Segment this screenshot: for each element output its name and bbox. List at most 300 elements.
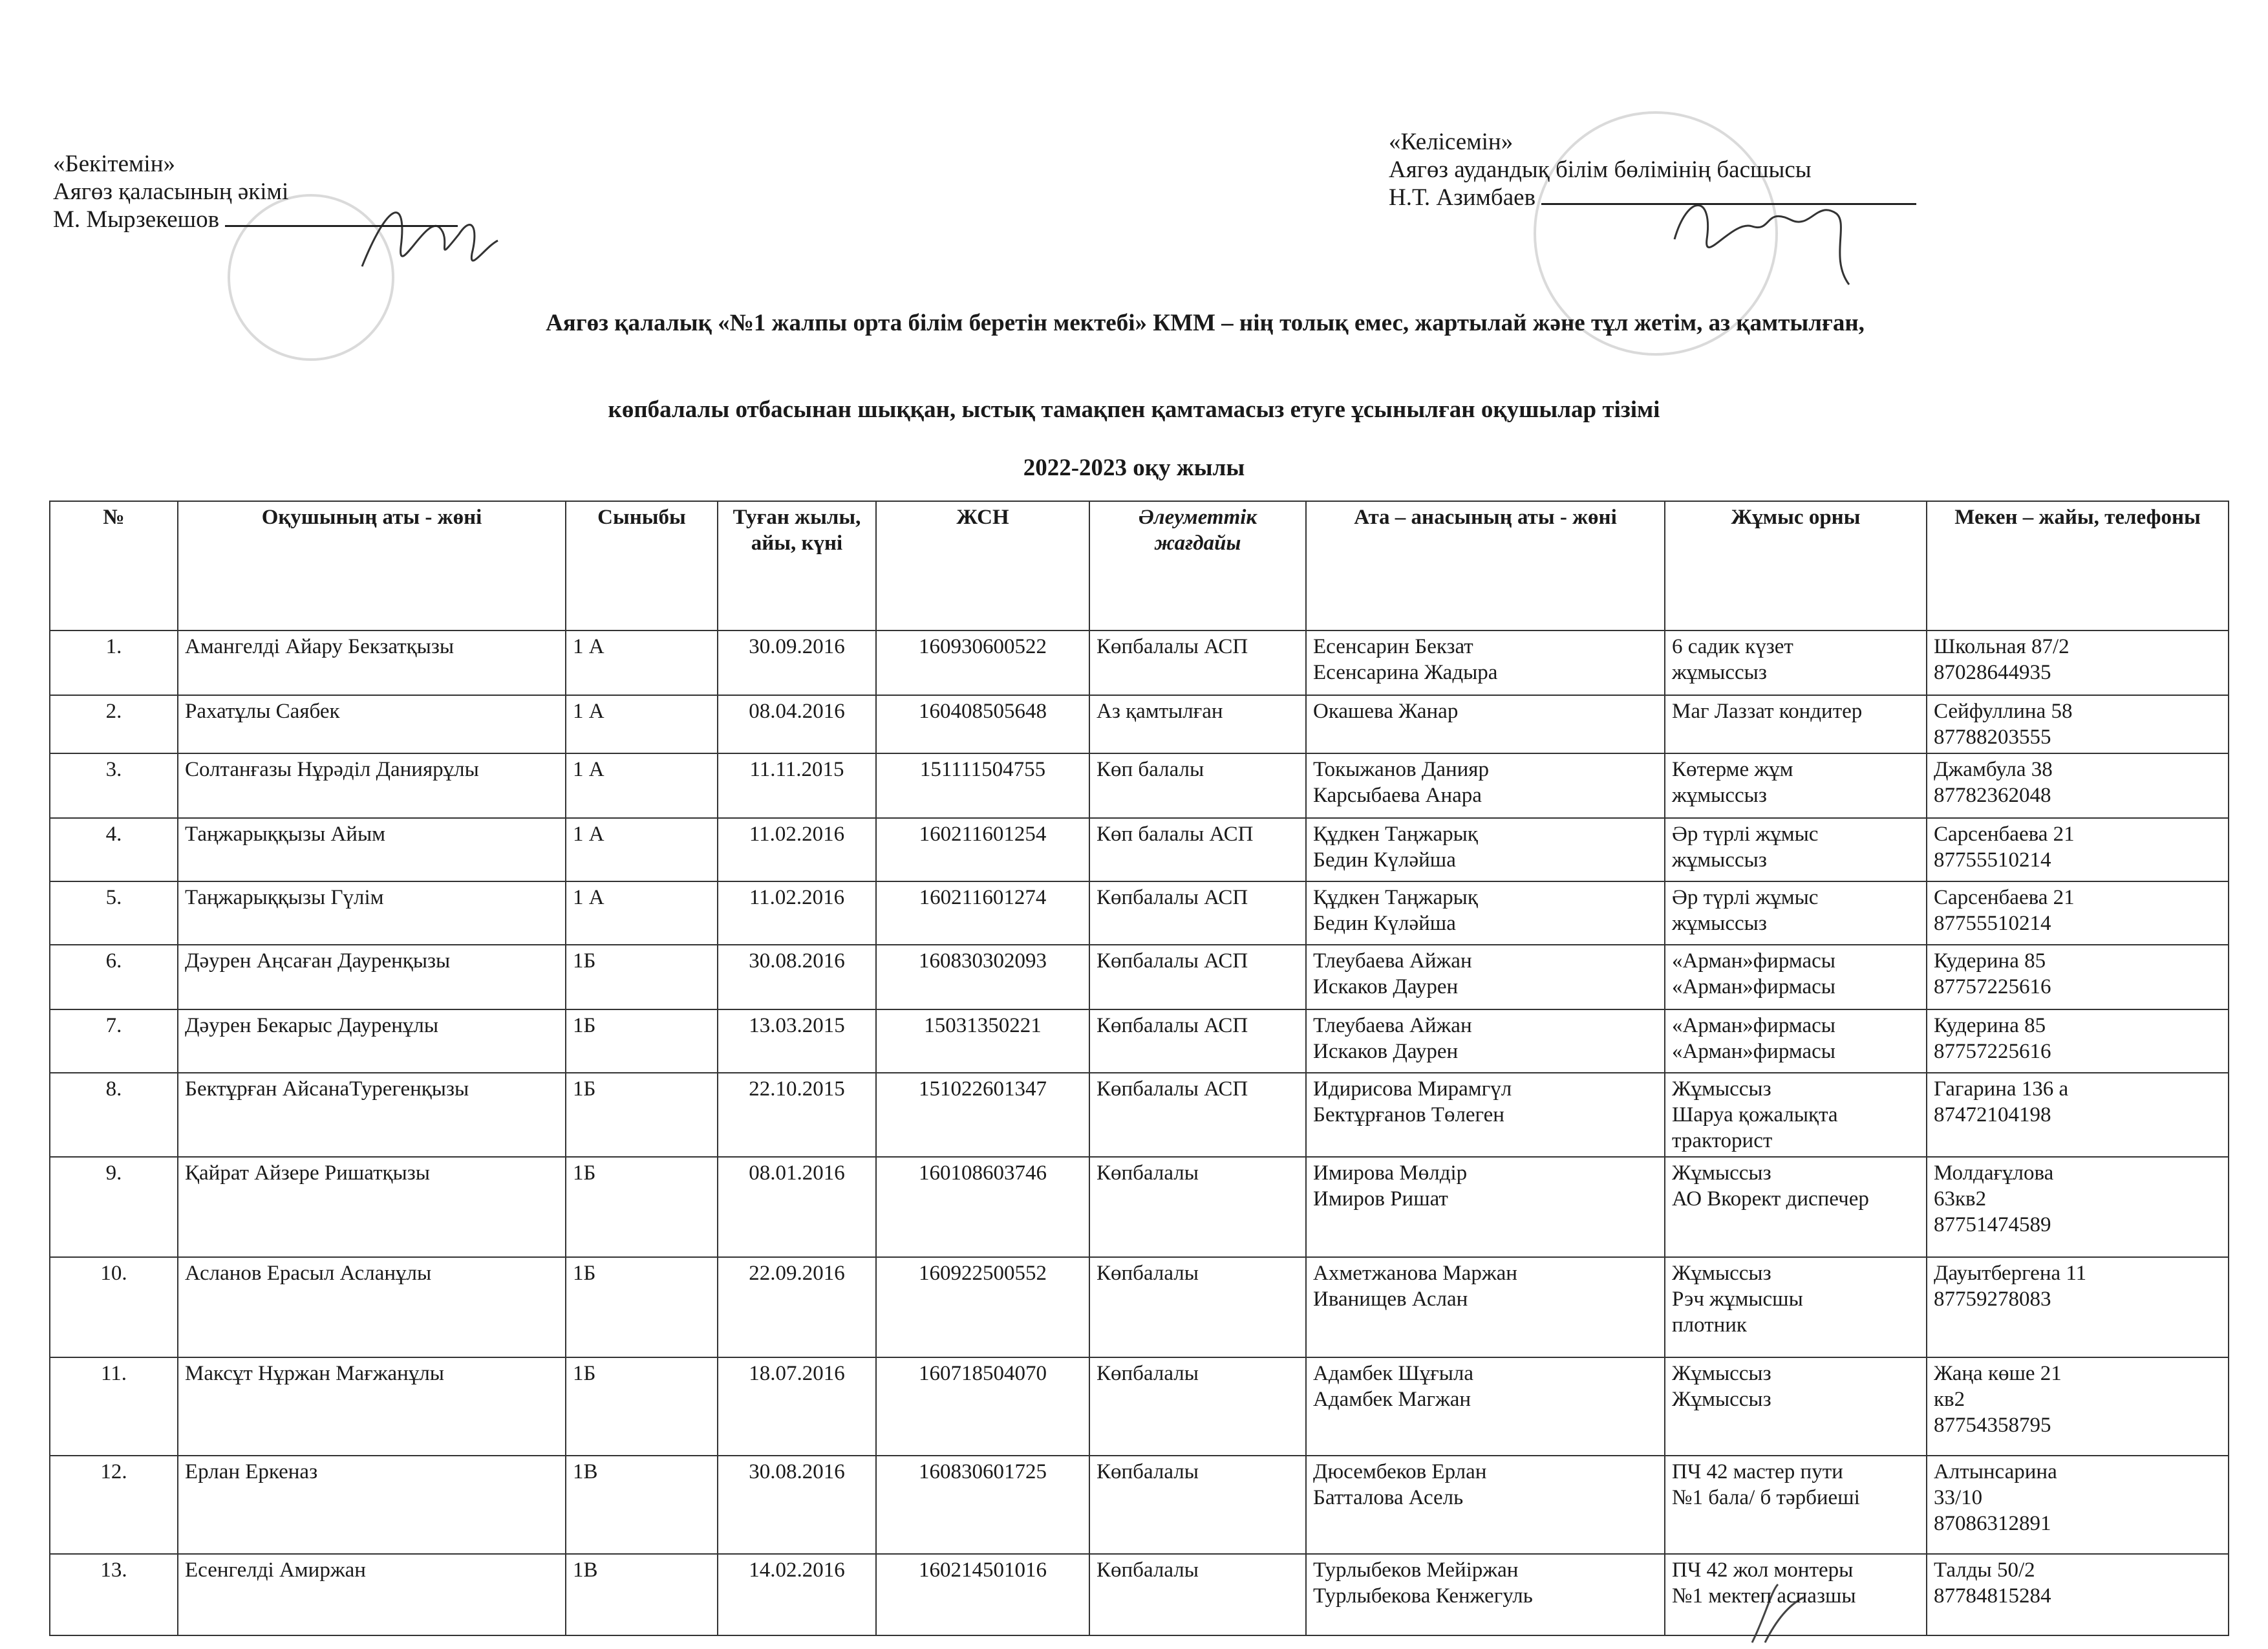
parents-names (1306, 1357, 1665, 1456)
row-number-text: 4. (105, 823, 122, 846)
parents-workplace-line: ПЧ 42 жол монтеры (1672, 1558, 1854, 1582)
address-phone (1927, 1157, 2229, 1257)
parents-workplace (1665, 1073, 1927, 1157)
document-title-line1: Аягөз қалалық «№1 жалпы орта білім беретін мектебі» КММ – нің толық емес, жартылай және тұл жетім, аз қамтылған, (546, 310, 1865, 336)
student-class-text: 1Б (573, 949, 596, 973)
birth-date-text: 08.01.2016 (749, 1161, 845, 1185)
social-status-text: Көпбалалы (1097, 1460, 1199, 1483)
social-status (1089, 1456, 1306, 1554)
parents-names (1306, 881, 1665, 945)
student-class-text: 1В (573, 1558, 598, 1582)
col-header-class: Сыныбы (566, 501, 718, 630)
approval-block-left (53, 150, 458, 233)
parents-workplace-line: ПЧ 42 мастер пути (1672, 1460, 1843, 1483)
student-iin (876, 1257, 1089, 1357)
signature-line (1541, 203, 1916, 205)
parents-names-line: Искаков Даурен (1313, 1040, 1459, 1063)
row-number-text: 2. (105, 700, 122, 723)
student-class (566, 1157, 718, 1257)
parents-names (1306, 1554, 1665, 1635)
student-class (566, 1456, 718, 1554)
student-iin-text: 160830302093 (919, 949, 1047, 973)
student-class-text: 1Б (573, 1362, 596, 1385)
approval-heading: «Бекітемін» (53, 151, 176, 177)
address-phone-line: 87782362048 (1934, 784, 2051, 807)
parents-workplace-line: №1 бала/ б тәрбиеші (1672, 1486, 1860, 1509)
parents-workplace-line: жұмыссыз (1672, 661, 1767, 684)
parents-names-line: Батталова Асель (1313, 1486, 1464, 1509)
approval-name: Н.Т. Азимбаев (1389, 184, 1536, 211)
parents-workplace-line: плотник (1672, 1313, 1747, 1337)
address-phone (1927, 1257, 2229, 1357)
parents-names-line: Идирисова Мирамгүл (1313, 1077, 1512, 1101)
student-name-text: Қайрат Айзере Ришатқызы (185, 1161, 430, 1185)
student-name (178, 1357, 566, 1456)
parents-names-line: Турлыбекова Кенжегуль (1313, 1584, 1533, 1608)
table-row (50, 695, 2229, 753)
parents-names-line: Имиров Ришат (1313, 1187, 1448, 1211)
address-phone-line: 87028644935 (1934, 661, 2051, 684)
address-phone (1927, 1357, 2229, 1456)
address-phone-line: Молдағұлова (1934, 1161, 2054, 1185)
birth-date-text: 30.08.2016 (749, 1460, 845, 1483)
birth-date (718, 1456, 876, 1554)
student-class (566, 1554, 718, 1635)
address-phone-line: Талды 50/2 (1934, 1558, 2035, 1582)
address-phone-line: 87472104198 (1934, 1103, 2051, 1126)
address-phone (1927, 1009, 2229, 1073)
parents-names-line: Есенсарина Жадыра (1313, 661, 1498, 684)
students-table (49, 501, 2229, 1636)
birth-date (718, 1357, 876, 1456)
row-number (50, 1009, 178, 1073)
parents-workplace-line: «Арман»фирмасы (1672, 1040, 1835, 1063)
parents-workplace-line: жұмыссыз (1672, 912, 1767, 935)
parents-workplace (1665, 818, 1927, 881)
social-status (1089, 1554, 1306, 1635)
social-status-text: Көп балалы (1097, 758, 1204, 781)
student-class-text: 1 А (573, 758, 604, 781)
social-status (1089, 695, 1306, 753)
address-phone-line: 87757225616 (1934, 1040, 2051, 1063)
parents-workplace (1665, 1554, 1927, 1635)
social-status (1089, 881, 1306, 945)
birth-date (718, 881, 876, 945)
address-phone-line: 87754358795 (1934, 1414, 2051, 1437)
table-body (50, 630, 2229, 1635)
address-phone (1927, 1073, 2229, 1157)
approval-block-right (1389, 128, 1916, 211)
student-name (178, 1157, 566, 1257)
student-iin (876, 945, 1089, 1009)
student-name (178, 1009, 566, 1073)
parents-workplace-line: Жұмыссыз (1672, 1362, 1771, 1385)
student-iin-text: 160830601725 (919, 1460, 1047, 1483)
parents-workplace-line: Әр түрлі жұмыс (1672, 886, 1819, 909)
address-phone-line: Сарсенбаева 21 (1934, 823, 2075, 846)
birth-date-text: 11.02.2016 (749, 886, 845, 909)
row-number-text: 13. (100, 1558, 127, 1582)
social-status (1089, 1157, 1306, 1257)
student-class-text: 1 А (573, 700, 604, 723)
student-iin-text: 160214501016 (919, 1558, 1047, 1582)
address-phone-line: 87788203555 (1934, 726, 2051, 749)
student-iin (876, 818, 1089, 881)
parents-names-line: Тлеубаева Айжан (1313, 1014, 1472, 1037)
student-name-text: Бектұрған АйсанаТурегенқызы (185, 1077, 469, 1101)
student-name (178, 753, 566, 818)
social-status (1089, 945, 1306, 1009)
student-class (566, 1357, 718, 1456)
address-phone-line: Сарсенбаева 21 (1934, 886, 2075, 909)
student-class-text: 1Б (573, 1014, 596, 1037)
parents-workplace-line: Жұмыссыз (1672, 1262, 1771, 1285)
social-status (1089, 630, 1306, 695)
parents-names-line: Искаков Даурен (1313, 975, 1459, 998)
parents-names (1306, 1157, 1665, 1257)
birth-date-text: 22.10.2015 (749, 1077, 845, 1101)
row-number (50, 818, 178, 881)
address-phone-line: Джамбула 38 (1934, 758, 2053, 781)
social-status (1089, 753, 1306, 818)
parents-workplace (1665, 1009, 1927, 1073)
parents-names-line: Турлыбеков Мейіржан (1313, 1558, 1519, 1582)
student-name-text: Дәурен Аңсаған Дауренқызы (185, 949, 451, 973)
student-iin-text: 160408505648 (919, 700, 1047, 723)
student-class-text: 1Б (573, 1262, 596, 1285)
student-name (178, 945, 566, 1009)
student-class (566, 1009, 718, 1073)
col-header-address: Мекен – жайы, телефоны (1927, 501, 2229, 630)
row-number-text: 5. (105, 886, 122, 909)
birth-date-text: 30.09.2016 (749, 635, 845, 658)
address-phone-line: кв2 (1934, 1388, 1965, 1411)
address-phone-line: Жаңа көше 21 (1934, 1362, 2062, 1385)
table-row (50, 1257, 2229, 1357)
social-status-text: Көпбалалы (1097, 1161, 1199, 1185)
parents-names (1306, 1009, 1665, 1073)
row-number (50, 881, 178, 945)
parents-names (1306, 945, 1665, 1009)
social-status-text: Көпбалалы (1097, 1262, 1199, 1285)
address-phone-line: 87759278083 (1934, 1288, 2051, 1311)
student-name-text: Рахатұлы Саябек (185, 700, 340, 723)
table-row (50, 1073, 2229, 1157)
student-iin (876, 1009, 1089, 1073)
birth-date (718, 630, 876, 695)
social-status (1089, 818, 1306, 881)
birth-date-text: 30.08.2016 (749, 949, 845, 973)
parents-names-line: Есенсарин Бекзат (1313, 635, 1473, 658)
birth-date-text: 11.02.2016 (749, 823, 845, 846)
table-row (50, 1554, 2229, 1635)
col-header-parents: Ата – анасының аты - жөні (1306, 501, 1665, 630)
parents-names (1306, 1257, 1665, 1357)
address-phone-line: 87757225616 (1934, 975, 2051, 998)
parents-workplace-line: Көтерме жұм (1672, 758, 1793, 781)
parents-workplace-line: №1 мектеп аспазшы (1672, 1584, 1856, 1608)
social-status (1089, 1009, 1306, 1073)
social-status-text: Көпбалалы АСП (1097, 635, 1248, 658)
student-name-text: Есенгелді Амиржан (185, 1558, 366, 1582)
student-name-text: Таңжарыққызы Гүлім (185, 886, 384, 909)
col-header-birth: Туған жылы, айы, күні (718, 501, 876, 630)
row-number-text: 6. (105, 949, 122, 973)
signature-line (225, 225, 458, 227)
parents-workplace (1665, 1357, 1927, 1456)
address-phone (1927, 1456, 2229, 1554)
student-class (566, 1073, 718, 1157)
student-name (178, 1257, 566, 1357)
address-phone (1927, 881, 2229, 945)
table-row (50, 1357, 2229, 1456)
birth-date (718, 818, 876, 881)
student-class-text: 1 А (573, 886, 604, 909)
student-name-text: Амангелді Айару Бекзатқызы (185, 635, 455, 658)
approval-position: Аягөз аудандық білім бөлімінің басшысы (1389, 156, 1812, 183)
parents-workplace-line: жұмыссыз (1672, 784, 1767, 807)
birth-date-text: 18.07.2016 (749, 1362, 845, 1385)
row-number-text: 3. (105, 758, 122, 781)
student-name-text: Таңжарыққызы Айым (185, 823, 386, 846)
student-class (566, 695, 718, 753)
parents-names-line: Бедин Күләйша (1313, 848, 1456, 872)
student-class (566, 881, 718, 945)
social-status-text: Көпбалалы АСП (1097, 1014, 1248, 1037)
birth-date (718, 753, 876, 818)
parents-names (1306, 818, 1665, 881)
table-row (50, 818, 2229, 881)
student-iin (876, 630, 1089, 695)
parents-names-line: Тлеубаева Айжан (1313, 949, 1472, 973)
row-number-text: 1. (105, 635, 122, 658)
student-class-text: 1Б (573, 1161, 596, 1185)
table-row (50, 1157, 2229, 1257)
table-header-row (50, 501, 2229, 630)
birth-date (718, 1157, 876, 1257)
parents-workplace-line: Жұмыссыз (1672, 1388, 1771, 1411)
document-title-line2: көпбалалы отбасынан шыққан, ыстық тамақпен қамтамасыз етуге ұсынылған оқушылар тізімі (608, 396, 1660, 423)
approval-heading: «Келісемін» (1389, 129, 1514, 155)
parents-names (1306, 695, 1665, 753)
birth-date (718, 1257, 876, 1357)
student-name (178, 1456, 566, 1554)
row-number (50, 695, 178, 753)
student-class (566, 818, 718, 881)
parents-names-line: Карсыбаева Анара (1313, 784, 1482, 807)
parents-names-line: Ахметжанова Маржан (1313, 1262, 1517, 1285)
table-row (50, 881, 2229, 945)
student-iin-text: 160718504070 (919, 1362, 1047, 1385)
address-phone-line: Алтынсарина (1934, 1460, 2057, 1483)
table-row (50, 1456, 2229, 1554)
social-status-text: Көпбалалы АСП (1097, 949, 1248, 973)
parents-names-line: Дюсембеков Ерлан (1313, 1460, 1487, 1483)
parents-workplace-line: Әр түрлі жұмыс (1672, 823, 1819, 846)
student-iin-text: 151111504755 (919, 758, 1046, 781)
address-phone (1927, 945, 2229, 1009)
student-iin-text: 160108603746 (919, 1161, 1047, 1185)
student-iin (876, 881, 1089, 945)
student-class (566, 630, 718, 695)
address-phone-line: 87751474589 (1934, 1213, 2051, 1236)
social-status-text: Аз қамтылған (1097, 700, 1223, 723)
birth-date (718, 1009, 876, 1073)
student-class-text: 1Б (573, 1077, 596, 1101)
row-number-text: 9. (105, 1161, 122, 1185)
address-phone (1927, 630, 2229, 695)
student-iin-text: 151022601347 (919, 1077, 1047, 1101)
parents-names-line: Адамбек Шұғыла (1313, 1362, 1474, 1385)
student-name (178, 1554, 566, 1635)
row-number (50, 1357, 178, 1456)
table-row (50, 630, 2229, 695)
student-class-text: 1 А (573, 823, 604, 846)
social-status (1089, 1257, 1306, 1357)
student-iin-text: 15031350221 (924, 1014, 1042, 1037)
parents-workplace-line: Жұмыссыз (1672, 1161, 1771, 1185)
social-status-text: Көпбалалы (1097, 1362, 1199, 1385)
parents-names-line: Құдкен Таңжарық (1313, 823, 1478, 846)
birth-date-text: 22.09.2016 (749, 1262, 845, 1285)
student-name (178, 818, 566, 881)
row-number-text: 7. (105, 1014, 122, 1037)
table-row (50, 753, 2229, 818)
parents-names-line: Имирова Мөлдір (1313, 1161, 1468, 1185)
student-name (178, 1073, 566, 1157)
parents-workplace (1665, 881, 1927, 945)
address-phone-line: 33/10 (1934, 1486, 1983, 1509)
parents-names (1306, 753, 1665, 818)
parents-names-line: Окашева Жанар (1313, 700, 1459, 723)
row-number (50, 630, 178, 695)
student-iin (876, 1357, 1089, 1456)
address-phone (1927, 753, 2229, 818)
birth-date-text: 14.02.2016 (749, 1558, 845, 1582)
birth-date-text: 13.03.2015 (749, 1014, 845, 1037)
row-number (50, 1456, 178, 1554)
student-iin (876, 1554, 1089, 1635)
address-phone-line: 87086312891 (1934, 1512, 2051, 1535)
address-phone-line: Кудерина 85 (1934, 1014, 2046, 1037)
parents-names-line: Бедин Күләйша (1313, 912, 1456, 935)
social-status (1089, 1357, 1306, 1456)
student-iin (876, 695, 1089, 753)
col-header-iin: ЖСН (876, 501, 1089, 630)
address-phone-line: Дауытбергена 11 (1934, 1262, 2087, 1285)
address-phone (1927, 695, 2229, 753)
row-number (50, 1554, 178, 1635)
row-number (50, 1073, 178, 1157)
col-header-social: Әлеуметтік жағдайы (1089, 501, 1306, 630)
parents-names (1306, 1456, 1665, 1554)
birth-date (718, 695, 876, 753)
parents-names-line: Токыжанов Данияр (1313, 758, 1489, 781)
address-phone-line: 87755510214 (1934, 912, 2051, 935)
address-phone-line: Кудерина 85 (1934, 949, 2046, 973)
student-iin (876, 1456, 1089, 1554)
row-number-text: 11. (100, 1362, 127, 1385)
row-number (50, 945, 178, 1009)
parents-workplace (1665, 945, 1927, 1009)
row-number-text: 10. (100, 1262, 127, 1285)
approval-position: Аягөз қаласының әкімі (53, 178, 289, 205)
social-status (1089, 1073, 1306, 1157)
social-status-text: Көпбалалы АСП (1097, 886, 1248, 909)
address-phone (1927, 818, 2229, 881)
parents-workplace-line: Маг Лаззат кондитер (1672, 700, 1863, 723)
row-number (50, 753, 178, 818)
parents-workplace-line: 6 садик күзет (1672, 635, 1793, 658)
parents-names (1306, 1073, 1665, 1157)
approval-name: М. Мырзекешов (53, 206, 220, 233)
address-phone-line: 87755510214 (1934, 848, 2051, 872)
academic-year: 2022-2023 оқу жылы (1023, 455, 1245, 481)
student-name-text: Солтанғазы Нұрәділ Даниярұлы (185, 758, 479, 781)
birth-date (718, 1554, 876, 1635)
parents-names-line: Бектұрғанов Төлеген (1313, 1103, 1504, 1126)
student-name-text: Максұт Нұржан Мағжанұлы (185, 1362, 444, 1385)
parents-workplace-line: жұмыссыз (1672, 848, 1767, 872)
col-header-name: Оқушының аты - жөні (178, 501, 566, 630)
student-name-text: Дәурен Бекарыс Дауренұлы (185, 1014, 438, 1037)
parents-names-line: Иванищев Аслан (1313, 1288, 1468, 1311)
address-phone-line: 87784815284 (1934, 1584, 2051, 1608)
student-class (566, 753, 718, 818)
row-number-text: 12. (100, 1460, 127, 1483)
table-row (50, 945, 2229, 1009)
student-class (566, 945, 718, 1009)
parents-workplace (1665, 753, 1927, 818)
student-name-text: Асланов Ерасыл Асланұлы (185, 1262, 432, 1285)
social-status-text: Көпбалалы (1097, 1558, 1199, 1582)
student-iin (876, 1157, 1089, 1257)
address-phone (1927, 1554, 2229, 1635)
student-iin (876, 753, 1089, 818)
parents-workplace-line: Шаруа қожалықта (1672, 1103, 1838, 1126)
parents-workplace-line: Рэч жұмысшы (1672, 1288, 1803, 1311)
parents-workplace-line: АО Вкорект диспечер (1672, 1187, 1869, 1211)
birth-date (718, 945, 876, 1009)
row-number (50, 1157, 178, 1257)
row-number-text: 8. (105, 1077, 122, 1101)
student-class (566, 1257, 718, 1357)
parents-workplace (1665, 1157, 1927, 1257)
student-iin-text: 160211601254 (919, 823, 1047, 846)
student-class-text: 1 А (573, 635, 604, 658)
social-status-text: Көп балалы АСП (1097, 823, 1254, 846)
parents-names (1306, 630, 1665, 695)
student-name (178, 630, 566, 695)
student-class-text: 1В (573, 1460, 598, 1483)
address-phone-line: 63кв2 (1934, 1187, 1987, 1211)
table-row (50, 1009, 2229, 1073)
address-phone-line: Гагарина 136 а (1934, 1077, 2069, 1101)
parents-workplace-line: «Арман»фирмасы (1672, 1014, 1835, 1037)
birth-date-text: 08.04.2016 (749, 700, 845, 723)
student-name (178, 881, 566, 945)
address-phone-line: Школьная 87/2 (1934, 635, 2070, 658)
parents-workplace-line: Жұмыссыз (1672, 1077, 1771, 1101)
student-iin-text: 160211601274 (919, 886, 1047, 909)
parents-names-line: Құдкен Таңжарық (1313, 886, 1478, 909)
parents-workplace (1665, 1456, 1927, 1554)
student-name-text: Ерлан Еркеназ (185, 1460, 318, 1483)
parents-workplace-line: тракторист (1672, 1129, 1773, 1152)
student-iin (876, 1073, 1089, 1157)
address-phone-line: Сейфуллина 58 (1934, 700, 2073, 723)
student-iin-text: 160930600522 (919, 635, 1047, 658)
